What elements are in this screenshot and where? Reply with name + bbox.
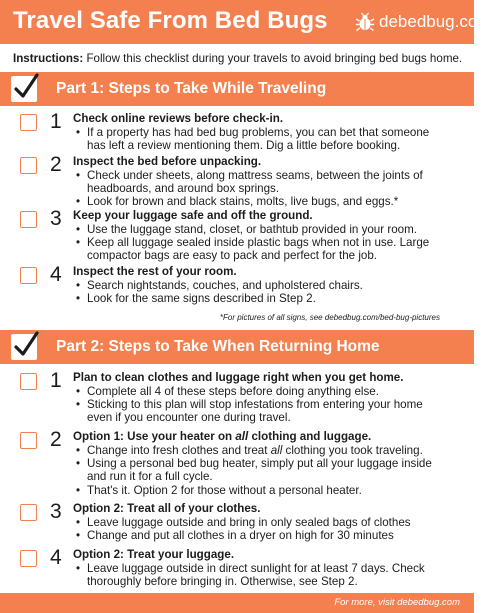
step-bullet: • Using a personal bed bug heater, simply put all your luggage inside xyxy=(73,457,468,470)
step-heading-part: clothing and luggage. xyxy=(248,430,372,443)
part2-title: Part 2: Steps to Take When Returning Home xyxy=(56,338,380,355)
step-bullet: • Leave luggage outside and bring in only sealed bags of clothes xyxy=(73,516,468,529)
step-checkbox[interactable] xyxy=(20,550,37,567)
part1-title: Part 1: Steps to Take While Traveling xyxy=(56,80,327,97)
step-bullet: • Leave luggage outside in direct sunlight for at least 7 days. Check xyxy=(73,562,468,575)
step-bullet-continuation: has left a review mentioning them. Dig a little before booking. xyxy=(87,139,401,153)
footer-text: For more, visit debedbug.com xyxy=(334,597,460,608)
step-bullet: • Sticking to this plan will stop infestations from entering your home xyxy=(73,398,468,411)
footnote: *For pictures of all signs, see debedbug.com/bed-bug-pictures xyxy=(219,313,440,322)
step-number: 3 xyxy=(50,207,62,230)
step-heading: Plan to clean clothes and luggage right when you get home. xyxy=(73,371,404,384)
step-checkbox[interactable] xyxy=(20,267,37,284)
part1-header xyxy=(0,72,474,106)
step-bullet: • Check under sheets, along mattress seams, between the joints of xyxy=(73,169,468,182)
bullet-part: clothing you took traveling. xyxy=(282,444,423,457)
step-number: 4 xyxy=(50,263,62,286)
step-checkbox[interactable] xyxy=(20,114,37,131)
step-heading: Inspect the rest of your room. xyxy=(73,265,237,278)
step-bullet: • Search nightstands, couches, and upholstered chairs. xyxy=(73,279,468,292)
page-header xyxy=(0,0,491,44)
step-heading-part: Option 1: Use your heater on xyxy=(73,430,236,443)
step-heading: Keep your luggage safe and off the ground. xyxy=(73,209,313,222)
step-bullet: • That's it. Option 2 for those without a personal heater. xyxy=(73,484,468,497)
step-heading: Inspect the bed before unpacking. xyxy=(73,155,262,168)
brand-name: debedbug.com xyxy=(379,12,491,31)
bullet-emphasis: all xyxy=(270,444,283,457)
page-footer xyxy=(0,593,474,613)
step-checkbox[interactable] xyxy=(20,432,37,449)
step-bullet: • Keep all luggage sealed inside plastic bags when not in use. Large xyxy=(73,236,468,249)
step-heading: Option 2: Treat your luggage. xyxy=(73,548,235,561)
instructions xyxy=(13,52,463,65)
step-heading-emphasis: all xyxy=(235,430,249,443)
step-bullet: • Look for the same signs described in Step 2. xyxy=(73,292,468,305)
step-bullet-continuation: even if you encounter one during travel. xyxy=(87,411,291,425)
step-bullet-continuation: thoroughly before bringing in. Otherwise, see Step 2. xyxy=(87,575,358,589)
step-bullet: • If a property has had bed bug problems, you can bet that someone xyxy=(73,126,468,139)
instructions-text: Follow this checklist during your travels to avoid bringing bed bugs home. xyxy=(86,52,463,65)
step-bullet-continuation: and run it for a full cycle. xyxy=(87,470,213,484)
instructions-label: Instructions: xyxy=(13,52,84,65)
step-number: 3 xyxy=(50,500,62,523)
page-title: Travel Safe From Bed Bugs xyxy=(13,7,328,34)
step-heading xyxy=(73,430,371,443)
brand-logo xyxy=(355,11,491,33)
bug-icon xyxy=(355,12,375,32)
checkmark-icon xyxy=(11,334,37,360)
step-bullet-continuation: headboards, and around box springs. xyxy=(87,182,280,196)
step-number: 1 xyxy=(50,110,62,133)
checkmark-icon xyxy=(11,76,37,102)
step-checkbox[interactable] xyxy=(20,211,37,228)
step-bullet: • Change and put all clothes in a dryer on high for 30 minutes xyxy=(73,529,468,542)
step-bullet: • Look for brown and black stains, molts, live bugs, and eggs.* xyxy=(73,195,468,208)
step-bullet xyxy=(73,444,468,457)
step-number: 4 xyxy=(50,546,62,569)
part2-header xyxy=(0,330,474,364)
step-checkbox[interactable] xyxy=(20,504,37,521)
step-checkbox[interactable] xyxy=(20,373,37,390)
step-bullet-continuation: compactor bags are easy to pack and perfect for the job. xyxy=(87,249,378,263)
step-number: 2 xyxy=(50,153,62,176)
step-checkbox[interactable] xyxy=(20,157,37,174)
bullet-part: Change into fresh clothes and treat xyxy=(87,444,271,457)
step-number: 1 xyxy=(50,369,62,392)
step-bullet: • Use the luggage stand, closet, or bathtub provided in your room. xyxy=(73,223,468,236)
step-bullet: • Complete all 4 of these steps before doing anything else. xyxy=(73,385,468,398)
step-number: 2 xyxy=(50,428,62,451)
step-heading: Check online reviews before check-in. xyxy=(73,112,284,125)
step-heading: Option 2: Treat all of your clothes. xyxy=(73,502,261,515)
